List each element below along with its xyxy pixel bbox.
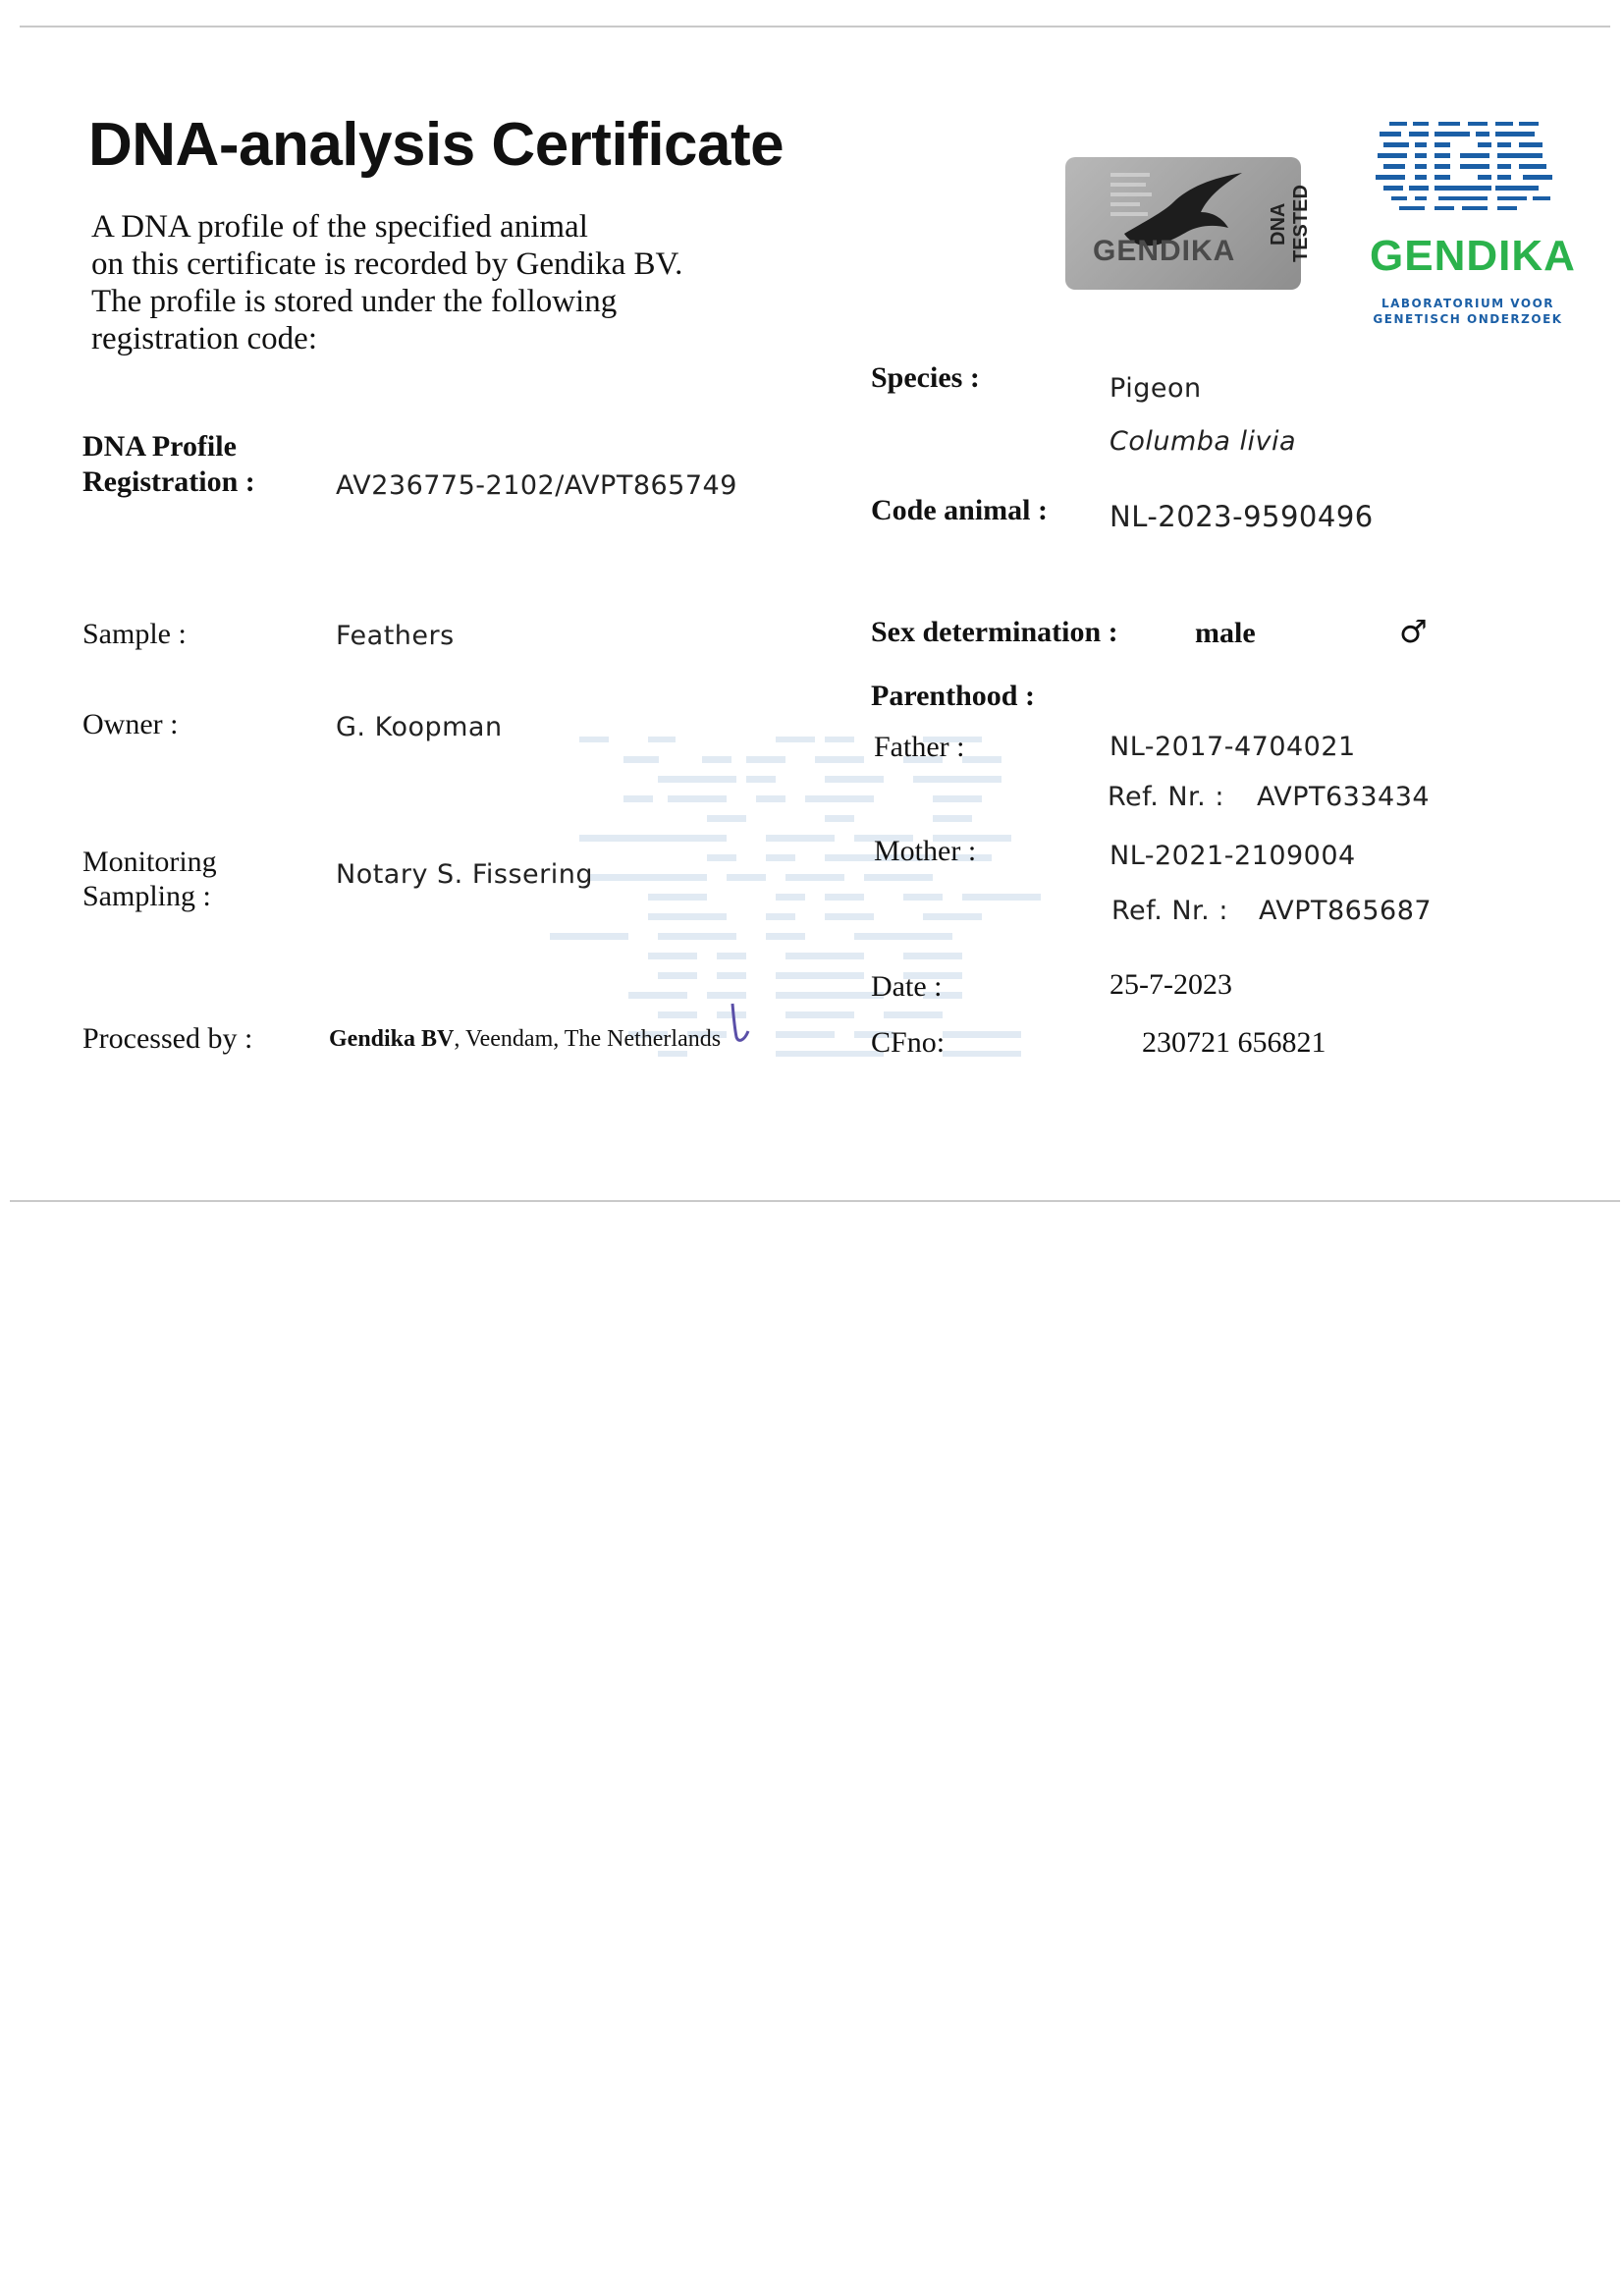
- owner-value: G. Koopman: [336, 712, 503, 742]
- date-value: 25-7-2023: [1110, 968, 1232, 1001]
- species-label: Species :: [871, 361, 980, 394]
- cfno-value: 230721 656821: [1142, 1026, 1326, 1059]
- processed-value: [329, 1026, 721, 1053]
- father-ref-label: Ref. Nr. :: [1108, 782, 1224, 812]
- profile-label-line: DNA Profile: [82, 430, 237, 463]
- father-value: NL-2017-4704021: [1110, 732, 1356, 762]
- dna-tested-badge: [1065, 157, 1312, 290]
- intro-line: registration code:: [91, 321, 318, 356]
- species-latin: Columba livia: [1110, 426, 1297, 457]
- monitoring-value: Notary S. Fissering: [336, 859, 593, 890]
- sex-value: male: [1195, 617, 1256, 649]
- sample-label: Sample :: [82, 618, 187, 650]
- male-symbol-icon: ♂: [1399, 613, 1428, 650]
- monitoring-label: [82, 845, 217, 913]
- intro-line: The profile is stored under the following: [91, 284, 618, 319]
- top-rule: [20, 26, 1610, 27]
- logo-subtitle: [1365, 296, 1571, 327]
- profile-label-line: Registration :: [82, 465, 255, 498]
- certificate-title: DNA-analysis Certificate: [88, 111, 785, 179]
- processed-company: Gendika BV: [329, 1026, 455, 1052]
- mother-value: NL-2021-2109004: [1110, 841, 1356, 871]
- code-animal-value: NL-2023-9590496: [1110, 500, 1374, 533]
- parenthood-label: Parenthood :: [871, 680, 1035, 712]
- pen-mark-icon: [729, 1002, 752, 1047]
- species-common: Pigeon: [1110, 373, 1202, 404]
- badge-side-text: DNA TESTED: [1268, 185, 1312, 263]
- intro-line: on this certificate is recorded by Gendika BV.: [91, 246, 683, 282]
- mother-label: Mother :: [874, 835, 977, 867]
- intro-paragraph: [91, 208, 779, 357]
- processed-location: , Veendam, The Netherlands: [454, 1026, 722, 1052]
- profile-label: [82, 429, 255, 500]
- profile-value: AV236775-2102/AVPT865749: [336, 470, 737, 501]
- logo-subtitle-line: LABORATORIUM VOOR: [1380, 297, 1555, 310]
- processed-label: Processed by :: [82, 1022, 253, 1055]
- badge-brand-text: GENDIKA: [1093, 235, 1236, 267]
- monitoring-label-line: Sampling :: [82, 880, 211, 912]
- father-label: Father :: [874, 731, 965, 763]
- intro-line: A DNA profile of the specified animal: [91, 209, 588, 245]
- logo-name: GENDIKA: [1370, 232, 1576, 280]
- date-label: Date :: [871, 970, 943, 1003]
- owner-label: Owner :: [82, 708, 179, 740]
- father-ref-value: AVPT633434: [1257, 782, 1431, 812]
- monitoring-label-line: Monitoring: [82, 846, 217, 878]
- logo-subtitle-line: GENETISCH ONDERZOEK: [1373, 312, 1563, 326]
- code-animal-label: Code animal :: [871, 494, 1048, 526]
- gendika-logo-icon: [1370, 116, 1566, 234]
- cfno-label: CFno:: [871, 1026, 946, 1059]
- mother-ref-label: Ref. Nr. :: [1111, 896, 1228, 926]
- mother-ref-value: AVPT865687: [1259, 896, 1433, 926]
- sex-determination-label: Sex determination :: [871, 616, 1118, 648]
- bottom-rule: [10, 1200, 1620, 1202]
- sample-value: Feathers: [336, 621, 455, 651]
